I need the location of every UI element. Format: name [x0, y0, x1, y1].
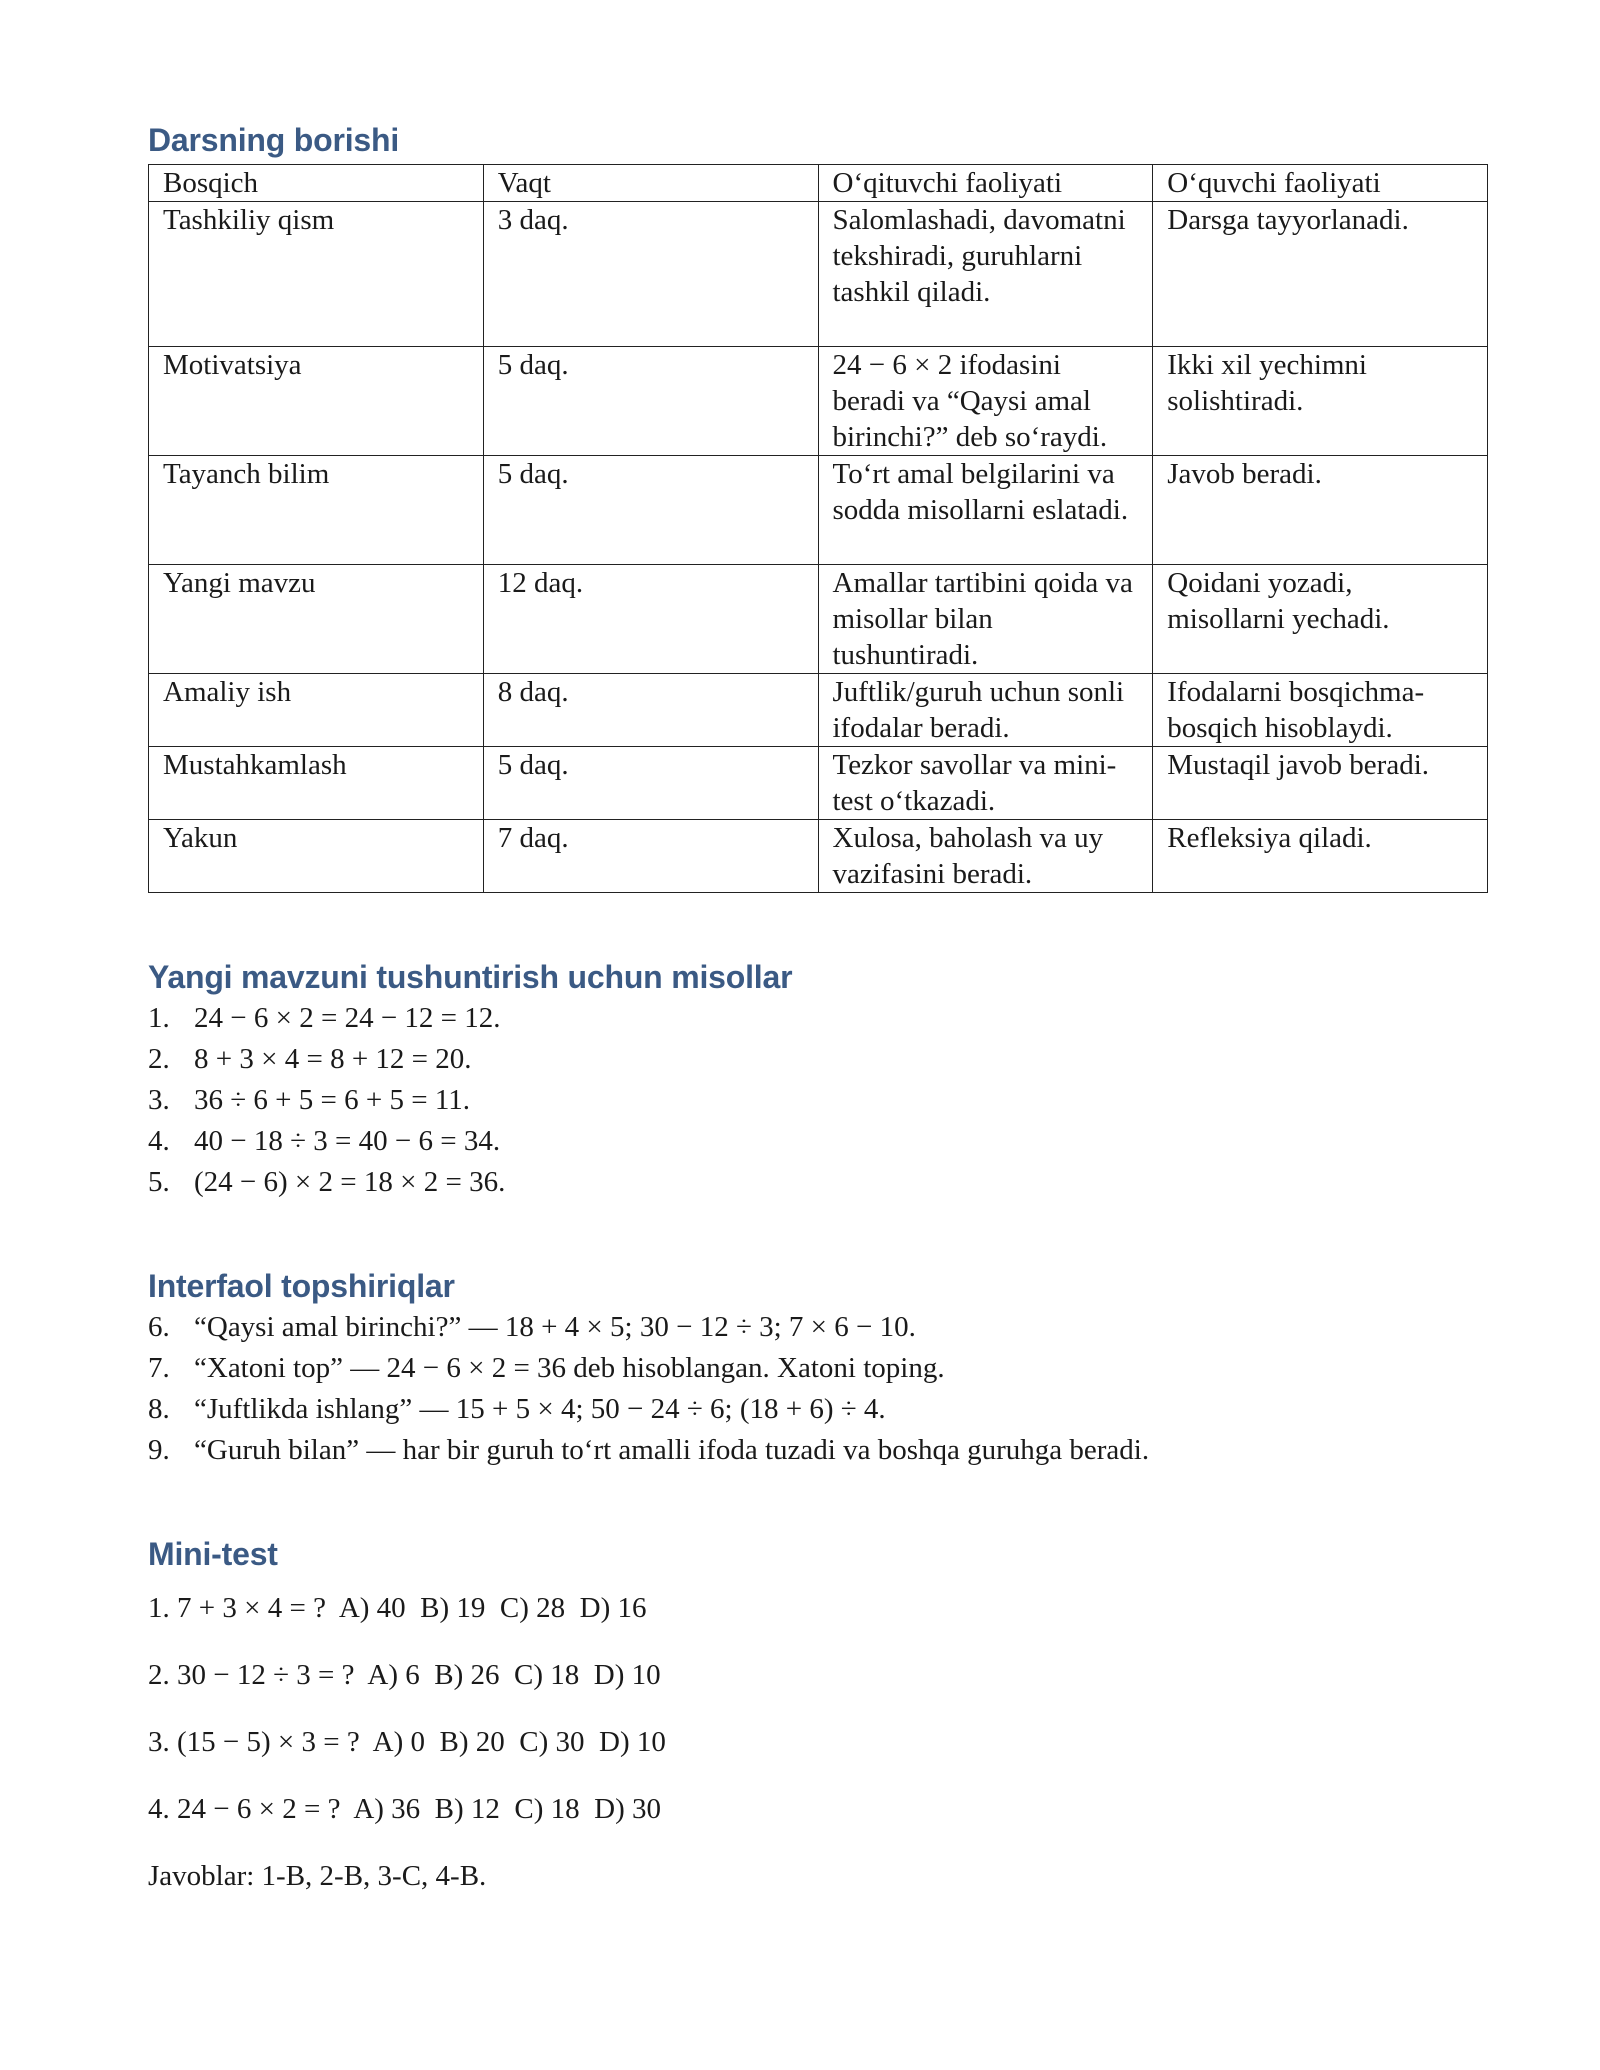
table-row	[149, 674, 1488, 747]
list-item	[148, 1306, 1488, 1347]
item-text: “Qaysi amal birinchi?” — 18 + 4 × 5; 30 − 12 ÷ 3; 7 × 6 − 10.	[194, 1310, 916, 1343]
table-row	[149, 202, 1488, 347]
item-number: 9.	[148, 1433, 170, 1466]
examples-section	[148, 957, 1488, 1202]
table-header-cell: Bosqich	[149, 165, 484, 202]
item-number: 7.	[148, 1351, 170, 1384]
stage-cell: Tashkiliy qism	[149, 202, 484, 347]
list-item	[148, 1388, 1488, 1429]
question-text: 1. 7 + 3 × 4 = ? A) 40 B) 19 C) 28 D) 16	[148, 1591, 647, 1624]
item-text: (24 − 6) × 2 = 18 × 2 = 36.	[194, 1165, 506, 1198]
teacher-activity-cell: 24 − 6 × 2 ifodasini beradi va “Qaysi amal birinchi?” deb so‘raydi.	[818, 347, 1153, 456]
list-item	[148, 997, 1488, 1038]
test-question	[148, 1641, 1488, 1708]
tasks-list	[148, 1306, 1488, 1470]
item-number: 4.	[148, 1124, 170, 1157]
student-activity-cell: Refleksiya qiladi.	[1153, 820, 1488, 893]
item-text: 8 + 3 × 4 = 8 + 12 = 20.	[194, 1042, 472, 1075]
list-item	[148, 1038, 1488, 1079]
time-cell: 5 daq.	[483, 347, 818, 456]
teacher-activity-cell: To‘rt amal belgilarini va sodda misollarni eslatadi.	[818, 456, 1153, 565]
table-header-cell: O‘qituvchi faoliyati	[818, 165, 1153, 202]
tasks-section	[148, 1266, 1488, 1470]
time-cell: 5 daq.	[483, 747, 818, 820]
student-activity-cell: Javob beradi.	[1153, 456, 1488, 565]
student-activity-cell: Mustaqil javob beradi.	[1153, 747, 1488, 820]
item-number: 1.	[148, 1001, 170, 1034]
item-text: 40 − 18 ÷ 3 = 40 − 6 = 34.	[194, 1124, 501, 1157]
table-row	[149, 747, 1488, 820]
table-row	[149, 820, 1488, 893]
table-header-cell: Vaqt	[483, 165, 818, 202]
item-text: “Juftlikda ishlang” — 15 + 5 × 4; 50 − 24 ÷ 6; (18 + 6) ÷ 4.	[194, 1392, 886, 1425]
item-number: 6.	[148, 1310, 170, 1343]
question-text: 3. (15 − 5) × 3 = ? A) 0 B) 20 C) 30 D) 10	[148, 1725, 666, 1758]
student-activity-cell: Ifodalarni bosqichma-bosqich hisoblaydi.	[1153, 674, 1488, 747]
stage-cell: Yangi mavzu	[149, 565, 484, 674]
test-question	[148, 1708, 1488, 1775]
item-text: “Xatoni top” — 24 − 6 × 2 = 36 deb hisoblangan. Xatoni toping.	[194, 1351, 945, 1384]
section-title-lesson-plan: Darsning borishi	[148, 122, 400, 158]
table-row	[149, 456, 1488, 565]
list-item	[148, 1079, 1488, 1120]
item-number: 8.	[148, 1392, 170, 1425]
table-header-cell: O‘quvchi faoliyati	[1153, 165, 1488, 202]
time-cell: 8 daq.	[483, 674, 818, 747]
item-number: 2.	[148, 1042, 170, 1075]
lesson-plan-table	[148, 164, 1488, 893]
item-text: “Guruh bilan” — har bir guruh to‘rt amalli ifoda tuzadi va boshqa guruhga beradi.	[194, 1433, 1150, 1466]
student-activity-cell: Qoidani yozadi, misollarni yechadi.	[1153, 565, 1488, 674]
examples-list	[148, 997, 1488, 1202]
stage-cell: Amaliy ish	[149, 674, 484, 747]
item-number: 3.	[148, 1083, 170, 1116]
stage-cell: Motivatsiya	[149, 347, 484, 456]
teacher-activity-cell: Salomlashadi, davomatni tekshiradi, guruhlarni tashkil qiladi.	[818, 202, 1153, 347]
list-item	[148, 1429, 1488, 1470]
section-title-minitest: Mini-test	[148, 1536, 278, 1572]
item-number: 5.	[148, 1165, 170, 1198]
list-item	[148, 1347, 1488, 1388]
list-item	[148, 1161, 1488, 1202]
test-question	[148, 1775, 1488, 1842]
stage-cell: Tayanch bilim	[149, 456, 484, 565]
teacher-activity-cell: Juftlik/guruh uchun sonli ifodalar beradi.	[818, 674, 1153, 747]
list-item	[148, 1120, 1488, 1161]
section-title-tasks: Interfaol topshiriqlar	[148, 1268, 455, 1304]
document-page	[148, 120, 1488, 1909]
time-cell: 12 daq.	[483, 565, 818, 674]
answer-key	[148, 1842, 1488, 1909]
time-cell: 7 daq.	[483, 820, 818, 893]
table-header-row	[149, 165, 1488, 202]
teacher-activity-cell: Amallar tartibini qoida va misollar bilan tushuntiradi.	[818, 565, 1153, 674]
stage-cell: Mustahkamlash	[149, 747, 484, 820]
student-activity-cell: Ikki xil yechimni solishtiradi.	[1153, 347, 1488, 456]
section-title-examples: Yangi mavzuni tushuntirish uchun misollar	[148, 959, 793, 995]
time-cell: 3 daq.	[483, 202, 818, 347]
item-text: 24 − 6 × 2 = 24 − 12 = 12.	[194, 1001, 501, 1034]
time-cell: 5 daq.	[483, 456, 818, 565]
table-row	[149, 347, 1488, 456]
table-row	[149, 565, 1488, 674]
answer-key-text: Javoblar: 1-B, 2-B, 3-C, 4-B.	[148, 1859, 487, 1892]
question-text: 2. 30 − 12 ÷ 3 = ? A) 6 B) 26 C) 18 D) 10	[148, 1658, 661, 1691]
test-question	[148, 1574, 1488, 1641]
minitest-section	[148, 1534, 1488, 1909]
stage-cell: Yakun	[149, 820, 484, 893]
student-activity-cell: Darsga tayyorlanadi.	[1153, 202, 1488, 347]
item-text: 36 ÷ 6 + 5 = 6 + 5 = 11.	[194, 1083, 471, 1116]
teacher-activity-cell: Xulosa, baholash va uy vazifasini beradi.	[818, 820, 1153, 893]
teacher-activity-cell: Tezkor savollar va mini-test o‘tkazadi.	[818, 747, 1153, 820]
question-text: 4. 24 − 6 × 2 = ? A) 36 B) 12 C) 18 D) 30	[148, 1792, 662, 1825]
